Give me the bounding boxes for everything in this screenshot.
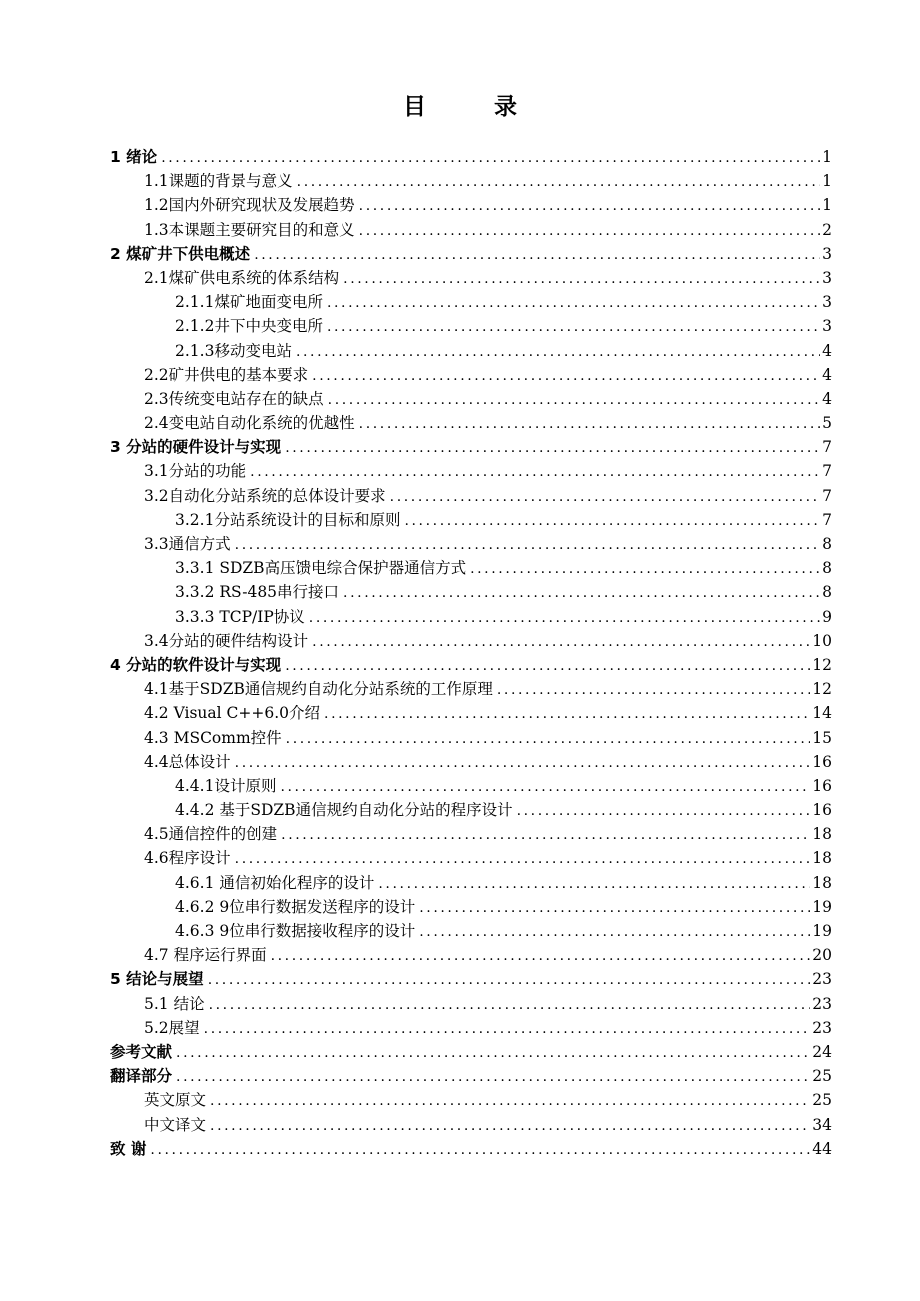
toc-entry-page-number: 19 [812,922,832,940]
toc-entry-title: 4.4总体设计 [144,752,231,771]
toc-entry-title: 2.1.3移动变电站 [175,341,292,360]
dot-leader [419,896,810,920]
toc-entry-page-number: 3 [822,293,832,312]
dot-leader [235,751,811,775]
toc-entry-title: 1.1课题的背景与意义 [144,172,293,191]
toc-entry-page-number: 12 [812,680,832,699]
toc-entry[interactable] [110,1088,832,1112]
toc-entry-title: 2.1.1煤矿地面变电所 [175,293,323,312]
toc-entry-page-number: 1 [822,172,832,191]
toc-entry-page-number: 16 [812,801,832,820]
toc-entry[interactable] [110,145,832,169]
dot-leader [359,412,820,436]
toc-entry-page-number: 20 [812,946,832,965]
toc-entry[interactable] [110,653,832,677]
toc-entry-title: 4.3 MSComm控件 [144,728,282,747]
dot-leader [208,968,811,992]
toc-entry[interactable] [110,266,832,290]
toc-entry-title: 4 分站的软件设计与实现 [110,655,282,674]
dot-leader [359,219,820,243]
toc-entry[interactable] [110,435,832,459]
toc-entry-page-number: 12 [812,655,832,674]
toc-entry-page-number: 10 [812,631,832,650]
toc-entry-page-number: 8 [822,583,832,602]
toc-entry[interactable] [110,169,832,193]
toc-entry[interactable] [110,726,832,750]
toc-entry-page-number: 4 [822,341,832,360]
dot-leader [470,557,820,581]
toc-entry-page-number: 25 [812,1067,832,1086]
dot-leader [271,944,811,968]
dot-leader [419,920,810,944]
toc-entry-title: 3 分站的硬件设计与实现 [110,438,282,457]
dot-leader [296,340,820,364]
dot-leader [285,436,820,460]
toc-entry-page-number: 3 [822,268,832,287]
toc-entry[interactable] [110,339,832,363]
toc-entry-title: 2.2矿井供电的基本要求 [144,365,309,384]
toc-entry-page-number: 3 [822,317,832,336]
dot-leader [285,654,810,678]
dot-leader [280,775,810,799]
toc-entry[interactable] [110,895,832,919]
dot-leader [235,533,820,557]
toc-entry-title: 4.4.2 基于SDZB通信规约自动化分站的程序设计 [175,801,513,820]
toc-entry[interactable] [110,846,832,870]
toc-entry-title: 4.4.1设计原则 [175,776,277,795]
toc-entry[interactable] [110,774,832,798]
toc-entry-title: 4.6程序设计 [144,849,231,868]
dot-leader [204,1017,811,1041]
toc-entry-title: 3.3.3 TCP/IP协议 [175,607,305,626]
toc-entry[interactable] [110,556,832,580]
toc-entry-page-number: 2 [822,220,832,239]
toc-entry-page-number: 18 [812,849,832,868]
toc-entry-title: 3.1分站的功能 [144,462,247,481]
dot-leader [150,1138,810,1162]
toc-entry-title: 4.6.2 9位串行数据发送程序的设计 [175,897,416,916]
toc-entry[interactable] [110,701,832,725]
toc-entry[interactable] [110,290,832,314]
dot-leader [312,364,820,388]
dot-leader [209,993,811,1017]
toc-entry-page-number: 16 [812,752,832,771]
toc-entry-page-number: 4 [822,365,832,384]
dot-leader [343,581,820,605]
toc-entry-page-number: 23 [812,1018,832,1037]
toc-entry[interactable] [110,967,832,991]
dot-leader [281,823,810,847]
dot-leader [176,1041,810,1065]
dot-leader [286,727,811,751]
toc-entry[interactable] [110,459,832,483]
toc-entry-title: 5.1 结论 [144,994,205,1013]
toc-entry[interactable] [110,677,832,701]
dot-leader [176,1065,810,1089]
toc-entry[interactable] [110,193,832,217]
dot-leader [161,146,820,170]
toc-entry-page-number: 14 [812,704,832,723]
toc-entry-page-number: 7 [822,486,832,505]
toc-entry[interactable] [110,943,832,967]
toc-entry-title: 4.6.3 9位串行数据接收程序的设计 [175,922,416,940]
toc-entry[interactable] [110,605,832,629]
toc-entry-title: 3.3.2 RS-485串行接口 [175,583,340,602]
toc-entry-title: 1 绪论 [110,148,158,166]
toc-entry-title: 2.4变电站自动化系统的优越性 [144,414,355,433]
toc-entry-title: 1.3本课题主要研究目的和意义 [144,220,355,239]
dot-leader [210,1114,810,1138]
toc-entry[interactable] [110,871,832,895]
dot-leader [343,267,820,291]
toc-entry[interactable] [110,750,832,774]
toc-entry-title: 翻译部分 [110,1067,173,1086]
toc-entry-page-number: 9 [822,607,832,626]
toc-entry-page-number: 3 [822,244,832,263]
toc-entry[interactable] [110,363,832,387]
toc-entry-title: 英文原文 [144,1091,207,1110]
toc-entry-title: 4.5通信控件的创建 [144,825,278,844]
toc-entry-title: 中文译文 [144,1115,207,1134]
dot-leader [404,509,820,533]
toc-entry-page-number: 24 [812,1042,832,1061]
toc-entry[interactable] [110,1137,832,1161]
toc-entry[interactable] [110,242,832,266]
toc-entry[interactable] [110,919,832,943]
dot-leader [378,872,810,896]
toc-entry[interactable] [110,798,832,822]
toc-entry-title: 2.1.2井下中央变电所 [175,317,323,336]
toc-entry-title: 2 煤矿井下供电概述 [110,244,251,263]
toc-entry-page-number: 18 [812,873,832,892]
dot-leader [312,630,810,654]
toc-entry-page-number: 19 [812,897,832,916]
dot-leader [327,291,820,315]
toc-entry-title: 致 谢 [110,1139,147,1158]
toc-entry[interactable] [110,992,832,1016]
toc-entry-title: 参考文献 [110,1042,173,1061]
toc-entry-page-number: 1 [822,196,832,215]
toc-entry[interactable] [110,387,832,411]
toc-entry-title: 3.2自动化分站系统的总体设计要求 [144,486,386,505]
toc-entry-title: 3.3.1 SDZB高压馈电综合保护器通信方式 [175,559,467,578]
dot-leader [328,388,820,412]
toc-entry[interactable] [110,1064,832,1088]
dot-leader [250,460,820,484]
toc-entry-title: 3.2.1分站系统设计的目标和原则 [175,510,401,529]
toc-entry[interactable] [110,218,832,242]
toc-entry[interactable] [110,580,832,604]
toc-entry-title: 5 结论与展望 [110,970,204,989]
toc-entry-page-number: 8 [822,535,832,553]
dot-leader [497,678,810,702]
toc-entry-title: 3.4分站的硬件结构设计 [144,631,309,650]
toc-entry-title: 4.1基于SDZB通信规约自动化分站系统的工作原理 [144,680,493,699]
page-title: 目 录 [402,94,547,120]
toc-entry[interactable] [110,484,832,508]
toc-entry-page-number: 18 [812,825,832,844]
toc-entry-page-number: 34 [812,1115,832,1134]
toc-entry[interactable] [110,314,832,338]
toc-entry-page-number: 7 [822,438,832,457]
toc-entry-page-number: 23 [812,994,832,1013]
dot-leader [297,170,820,194]
toc-entry-page-number: 4 [822,389,832,408]
dot-leader [309,606,820,630]
toc-entry-title: 3.3通信方式 [144,535,231,553]
dot-leader [390,485,820,509]
toc-entry[interactable] [110,532,832,556]
dot-leader [517,799,811,823]
toc-entry[interactable] [110,629,832,653]
toc-entry-page-number: 7 [822,462,832,481]
toc-entry-page-number: 25 [812,1091,832,1110]
toc-entry-page-number: 23 [812,970,832,989]
toc-entry-title: 2.1煤矿供电系统的体系结构 [144,268,340,287]
toc-entry-page-number: 8 [822,559,832,578]
table-of-contents [110,145,832,1161]
toc-entry-page-number: 44 [812,1139,832,1158]
dot-leader [235,847,811,871]
toc-entry[interactable] [110,508,832,532]
toc-entry[interactable] [110,1040,832,1064]
toc-entry-title: 4.6.1 通信初始化程序的设计 [175,873,375,892]
dot-leader [210,1089,810,1113]
toc-entry-page-number: 16 [812,776,832,795]
toc-entry-title: 5.2展望 [144,1018,200,1037]
dot-leader [254,243,820,267]
toc-entry-title: 2.3传统变电站存在的缺点 [144,389,324,408]
dot-leader [359,194,820,218]
toc-entry-page-number: 7 [822,510,832,529]
toc-entry[interactable] [110,411,832,435]
toc-entry-page-number: 15 [812,728,832,747]
dot-leader [324,702,810,726]
toc-entry[interactable] [110,1113,832,1137]
toc-entry-title: 1.2国内外研究现状及发展趋势 [144,196,355,215]
toc-entry-page-number: 5 [822,414,832,433]
toc-entry[interactable] [110,1016,832,1040]
toc-entry-title: 4.2 Visual C++6.0介绍 [144,704,321,723]
toc-entry-page-number: 1 [822,148,832,166]
dot-leader [327,315,820,339]
toc-entry[interactable] [110,822,832,846]
toc-entry-title: 4.7 程序运行界面 [144,946,267,965]
